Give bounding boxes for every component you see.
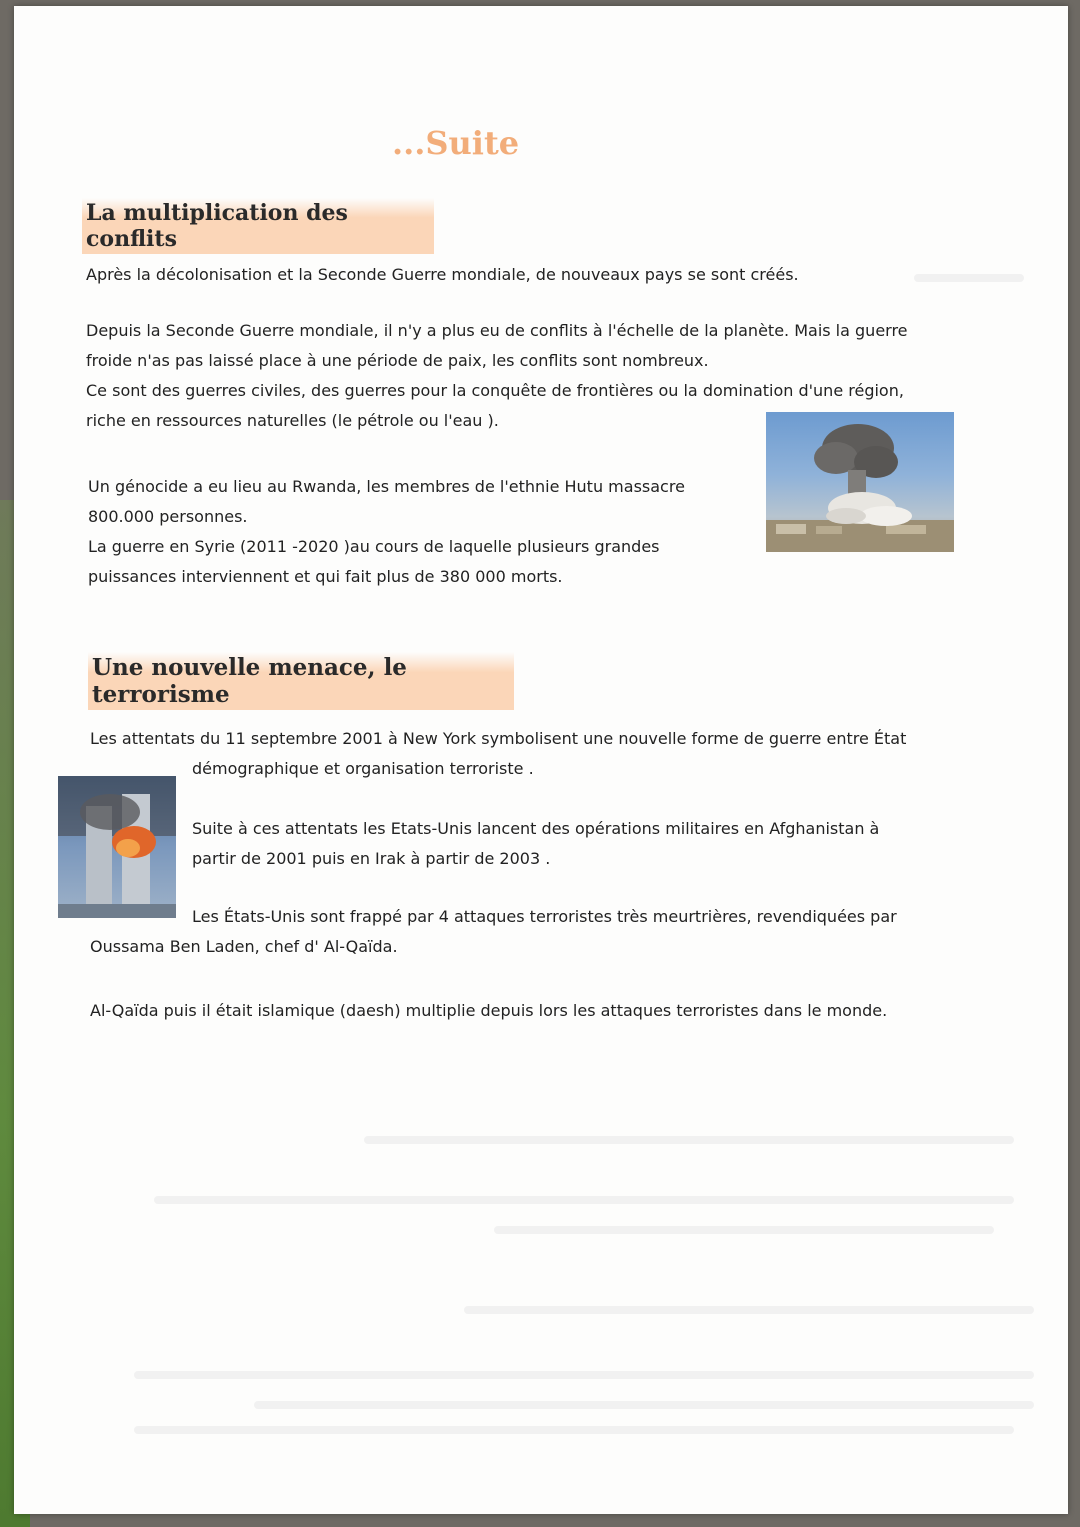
section-heading-terrorism: Une nouvelle menace, le terrorisme bbox=[88, 652, 514, 710]
text-line: Depuis la Seconde Guerre mondiale, il n'y a plus eu de conflits à l'échelle de la planète. Mais la guerre bbox=[86, 321, 908, 340]
paragraph-decolonisation: Après la décolonisation et la Seconde Guerre mondiale, de nouveaux pays se sont créés. bbox=[86, 265, 799, 284]
paragraph-military-operations bbox=[192, 814, 879, 874]
text-line: Les attentats du 11 septembre 2001 à New York symbolisent une nouvelle forme de guerre entre État bbox=[90, 729, 907, 748]
bleed-through-line bbox=[494, 1226, 994, 1234]
text-line: partir de 2001 puis en Irak à partir de 2003 . bbox=[192, 849, 551, 868]
bleed-through-line bbox=[134, 1371, 1034, 1379]
paragraph-al-qaida-daesh: Al-Qaïda puis il était islamique (daesh) multiplie depuis lors les attaques terroristes dans le monde. bbox=[90, 1001, 888, 1020]
suite-title: ...Suite bbox=[392, 124, 520, 162]
twin-towers-photo bbox=[58, 776, 176, 918]
text-line: Oussama Ben Laden, chef d' Al-Qaïda. bbox=[90, 937, 398, 956]
document-page bbox=[14, 6, 1068, 1514]
text-line: Les États-Unis sont frappé par 4 attaques terroristes très meurtrières, revendiquées par bbox=[192, 907, 897, 926]
bleed-through-decoration bbox=[674, 106, 687, 152]
bleed-through-line bbox=[154, 1196, 1014, 1204]
bleed-through-line bbox=[464, 1306, 1034, 1314]
text-line: riche en ressources naturelles (le pétrole ou l'eau ). bbox=[86, 411, 499, 430]
bleed-through-line bbox=[254, 1401, 1034, 1409]
paragraph-september-11 bbox=[90, 724, 906, 784]
text-line: Ce sont des guerres civiles, des guerres pour la conquête de frontières ou la domination d'une région, bbox=[86, 381, 904, 400]
paragraph-rwanda-syria bbox=[88, 472, 685, 592]
smoke-explosion-photo bbox=[766, 412, 954, 552]
bleed-through-line bbox=[364, 1136, 1014, 1144]
text-line: 800.000 personnes. bbox=[88, 507, 248, 526]
text-line: puissances interviennent et qui fait plus de 380 000 morts. bbox=[88, 567, 563, 586]
text-line: démographique et organisation terroriste . bbox=[192, 759, 534, 778]
bleed-through-line bbox=[134, 1426, 1014, 1434]
text-line: La guerre en Syrie (2011 -2020 )au cours de laquelle plusieurs grandes bbox=[88, 537, 660, 556]
text-line: Un génocide a eu lieu au Rwanda, les membres de l'ethnie Hutu massacre bbox=[88, 477, 685, 496]
text-line: froide n'as pas laissé place à une période de paix, les conflits sont nombreux. bbox=[86, 351, 709, 370]
bleed-through-line bbox=[914, 274, 1024, 282]
paragraph-four-attacks bbox=[90, 902, 897, 962]
section-heading-conflicts: La multiplication des conflits bbox=[82, 198, 434, 254]
text-line: Suite à ces attentats les Etats-Unis lancent des opérations militaires en Afghanistan à bbox=[192, 819, 880, 838]
